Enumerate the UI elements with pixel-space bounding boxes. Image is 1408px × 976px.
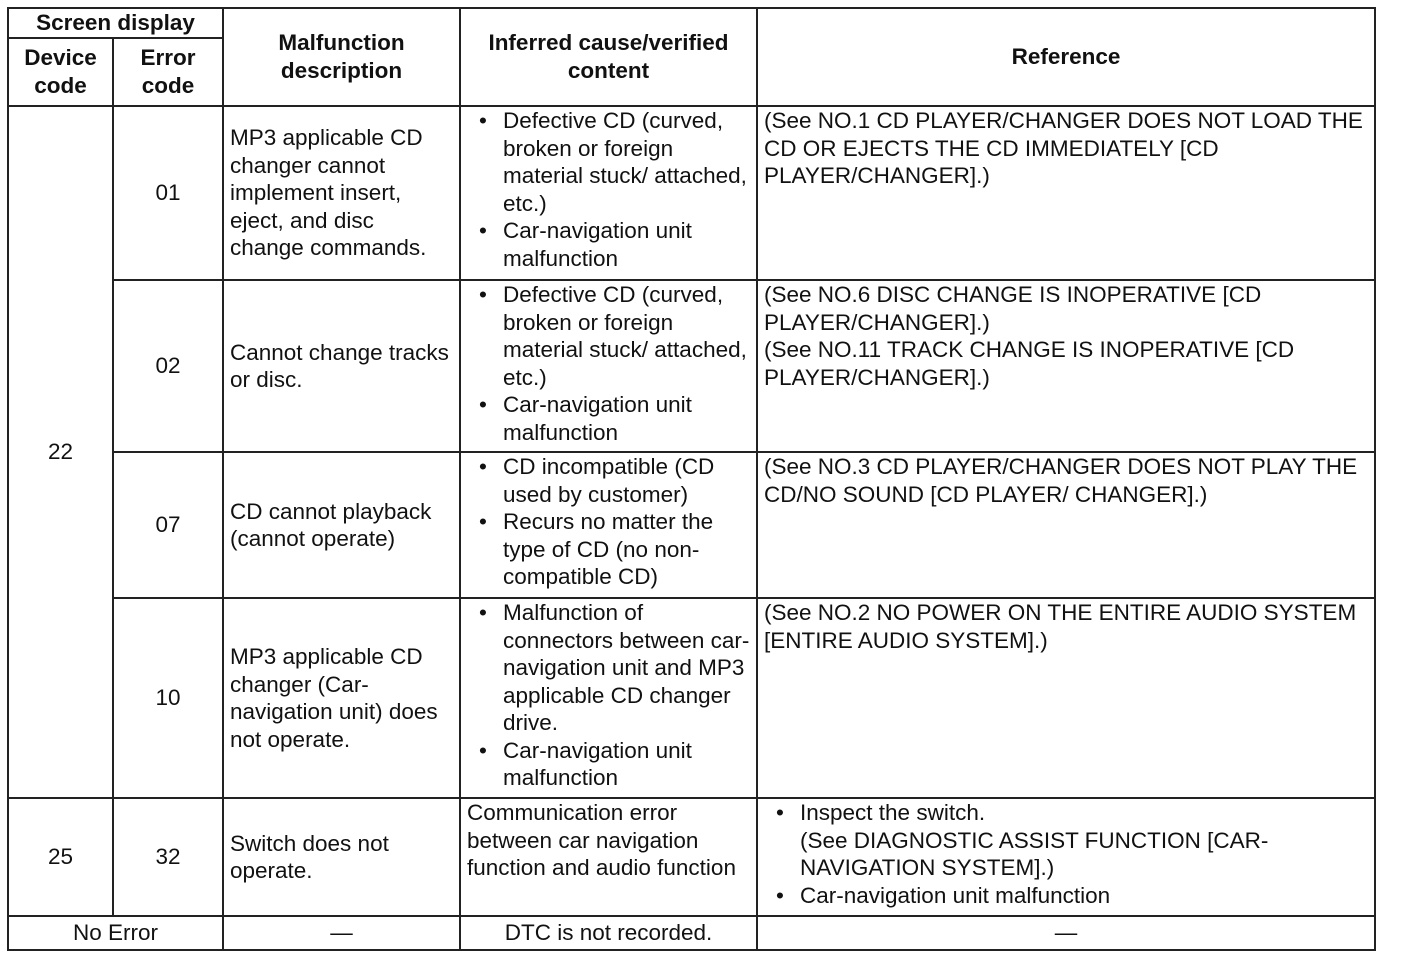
reference-cell xyxy=(757,452,1375,598)
reference-text: (See NO.2 NO POWER ON THE ENTIRE AUDIO SYSTEM [ENTIRE AUDIO SYSTEM].) xyxy=(764,600,1357,653)
reference-text: (See NO.3 CD PLAYER/CHANGER DOES NOT PLAY THE CD/NO SOUND [CD PLAYER/ CHANGER].) xyxy=(764,454,1358,507)
table-row xyxy=(8,916,1375,950)
reference-text: (See NO.1 CD PLAYER/CHANGER DOES NOT LOAD THE CD OR EJECTS THE CD IMMEDIATELY [CD PLAYER/CHANGER].) xyxy=(764,108,1363,188)
error-code-cell: 10 xyxy=(113,598,223,798)
error-code-cell: 07 xyxy=(113,452,223,598)
cause-item: • Defective CD (curved, broken or foreign material stuck/ attached, etc.) xyxy=(467,281,750,391)
table-row xyxy=(8,452,1375,598)
cause-item: • Car-navigation unit malfunction xyxy=(467,737,750,792)
cause-item: • Car-navigation unit malfunction xyxy=(467,217,750,272)
cause-item: • Recurs no matter the type of CD (no non-compatible CD) xyxy=(467,508,750,591)
dtc-table xyxy=(7,7,1376,951)
reference-cell: — xyxy=(757,916,1375,950)
reference-item xyxy=(764,799,1368,882)
cause-item: • Defective CD (curved, broken or foreign material stuck/ attached, etc.) xyxy=(467,107,750,217)
reference-text: (See NO.11 TRACK CHANGE IS INOPERATIVE [CD PLAYER/CHANGER].) xyxy=(764,337,1295,390)
reference-cell xyxy=(757,280,1375,452)
malfunction-cell: Cannot change tracks or disc. xyxy=(223,280,460,452)
header-screen-display: Screen display xyxy=(8,8,223,38)
cause-item: • Malfunction of connectors between car-navigation unit and MP3 applicable CD changer drive. xyxy=(467,599,750,737)
header-cause: Inferred cause/verified content xyxy=(460,8,757,106)
header-reference: Reference xyxy=(757,8,1375,106)
cause-cell: Communication error between car navigation function and audio function xyxy=(460,798,757,916)
malfunction-cell: — xyxy=(223,916,460,950)
header-device-code: Device code xyxy=(8,38,113,106)
reference-item: • Car-navigation unit malfunction xyxy=(764,882,1368,910)
device-code-cell: 22 xyxy=(8,106,113,798)
device-code-cell: 25 xyxy=(8,798,113,916)
reference-subtext: (See DIAGNOSTIC ASSIST FUNCTION [CAR-NAVIGATION SYSTEM].) xyxy=(800,827,1269,880)
header-malfunction: Malfunction description xyxy=(223,8,460,106)
reference-cell xyxy=(757,798,1375,916)
table-row xyxy=(8,280,1375,452)
table-row xyxy=(8,106,1375,280)
malfunction-cell: MP3 applicable CD changer (Car-navigation unit) does not operate. xyxy=(223,598,460,798)
reference-text: • Inspect the switch. xyxy=(800,800,986,825)
table-row xyxy=(8,598,1375,798)
reference-text: (See NO.6 DISC CHANGE IS INOPERATIVE [CD PLAYER/CHANGER].) xyxy=(764,282,1262,335)
cause-cell xyxy=(460,598,757,798)
no-error-label: No Error xyxy=(8,916,223,950)
error-code-cell: 02 xyxy=(113,280,223,452)
cause-cell: DTC is not recorded. xyxy=(460,916,757,950)
cause-item: • CD incompatible (CD used by customer) xyxy=(467,453,750,508)
cause-cell xyxy=(460,106,757,280)
malfunction-cell: CD cannot playback (cannot operate) xyxy=(223,452,460,598)
reference-cell xyxy=(757,106,1375,280)
cause-cell xyxy=(460,280,757,452)
cause-cell xyxy=(460,452,757,598)
error-code-cell: 01 xyxy=(113,106,223,280)
reference-cell xyxy=(757,598,1375,798)
malfunction-cell: MP3 applicable CD changer cannot implement insert, eject, and disc change commands. xyxy=(223,106,460,280)
malfunction-cell: Switch does not operate. xyxy=(223,798,460,916)
header-error-code: Error code xyxy=(113,38,223,106)
cause-item: • Car-navigation unit malfunction xyxy=(467,391,750,446)
table-row xyxy=(8,798,1375,916)
error-code-cell: 32 xyxy=(113,798,223,916)
